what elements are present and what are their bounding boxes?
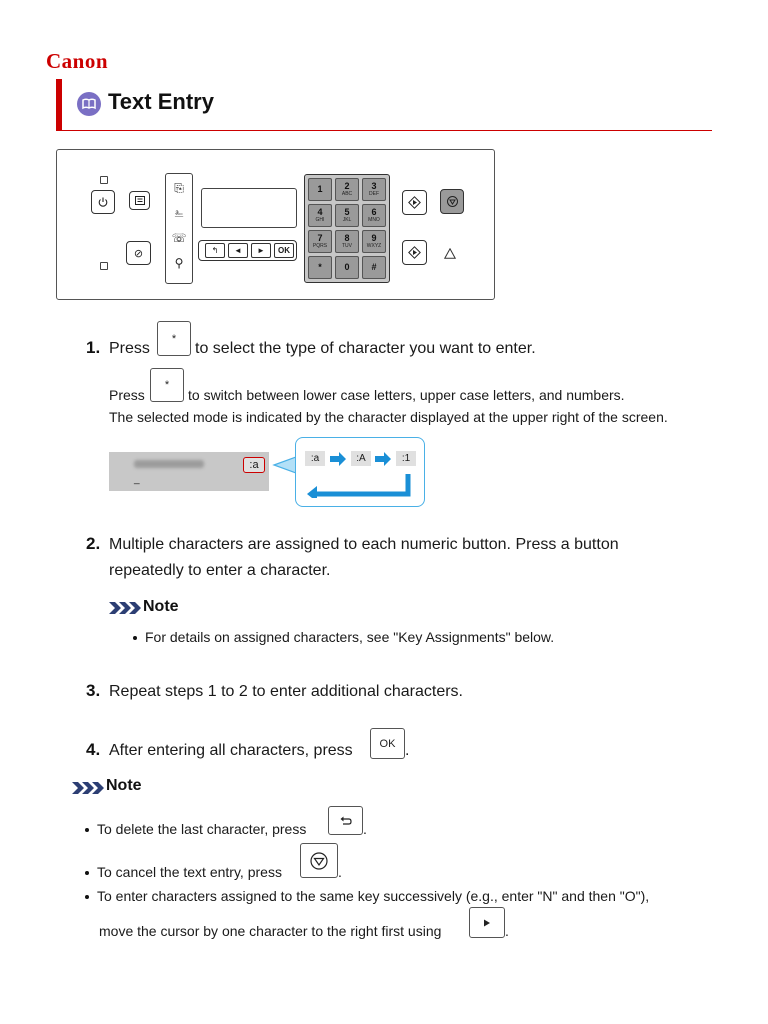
star-key-icon: *	[150, 368, 184, 402]
note-list-item	[85, 888, 649, 904]
step-2-number: 2.	[86, 534, 101, 553]
note-item-continuation: move the cursor by one character to the right first using	[99, 923, 442, 939]
note-heading: Note	[143, 598, 179, 615]
key-2: 2 ABC	[335, 178, 359, 201]
step-1-text-before: Press	[109, 340, 150, 357]
title-accent-bar	[56, 79, 62, 131]
key-5: 5 JKL	[335, 204, 359, 227]
callout-pointer	[272, 455, 296, 480]
key-3: 3 DEF	[362, 178, 386, 201]
key-star: *	[308, 256, 332, 279]
key-4: 4 GHI	[308, 204, 332, 227]
color-start-button	[402, 240, 427, 265]
canon-logo: Canon	[46, 49, 109, 73]
right-arrow-icon: ►	[251, 243, 271, 258]
book-icon	[77, 92, 101, 116]
address-book-icon: ⚲	[174, 256, 184, 270]
step-3-text: Repeat steps 1 to 2 to enter additional characters.	[109, 683, 463, 700]
navigation-bar	[198, 240, 297, 261]
key-hash: #	[362, 256, 386, 279]
mode-uppercase: :A	[351, 451, 371, 466]
return-arrow-icon	[304, 472, 414, 503]
numeric-keypad	[304, 174, 390, 283]
start-button	[402, 190, 427, 215]
mode-numeric: :1	[396, 451, 416, 466]
scan-icon: ⎁	[174, 206, 184, 220]
period: .	[363, 821, 367, 837]
fax-icon: ☏	[171, 231, 187, 245]
copy-icon: ⎘	[174, 181, 184, 195]
star-key-icon: *	[157, 321, 191, 356]
key-7: 7 PQRS	[308, 230, 332, 253]
link-icon: ⊘	[133, 247, 144, 260]
note-item-text: To cancel the text entry, press	[97, 864, 282, 880]
step-4-text: After entering all characters, press	[109, 742, 353, 759]
note-heading: Note	[106, 777, 142, 794]
note-item-text: To enter characters assigned to the same key successively (e.g., enter "N" and then "O"),	[97, 888, 650, 904]
back-icon: ↰	[205, 243, 225, 258]
step-1-detail-after: to switch between lower case letters, upper case letters, and numbers.	[188, 387, 625, 403]
note-list-item	[85, 864, 282, 880]
left-arrow-icon: ◄	[228, 243, 248, 258]
step-3-number: 3.	[86, 681, 101, 700]
key-6: 6 MNO	[362, 204, 386, 227]
key-0: 0	[335, 256, 359, 279]
cursor: _	[134, 474, 140, 485]
warning-triangle-icon	[444, 246, 456, 264]
back-key-icon	[328, 806, 363, 835]
note-list-item	[133, 629, 554, 645]
key-1: 1	[308, 178, 332, 201]
alarm-led	[100, 262, 108, 270]
current-mode-indicator: :a	[243, 457, 265, 473]
ok-key-icon: OK	[370, 728, 405, 759]
ok-key: OK	[274, 243, 294, 258]
key-8: 8 TUV	[335, 230, 359, 253]
mode-lowercase: :a	[305, 451, 325, 466]
mode-cycle-callout	[295, 437, 425, 507]
note-chevrons-icon	[72, 781, 106, 799]
settings-button	[126, 241, 151, 265]
power-button	[91, 190, 115, 214]
arrow-right-icon	[374, 451, 392, 472]
step-2-line2: repeatedly to enter a character.	[109, 562, 331, 579]
lcd-screen	[201, 188, 297, 228]
note-item-text: To delete the last character, press	[97, 821, 307, 837]
step-2-line1: Multiple characters are assigned to each numeric button. Press a button	[109, 536, 619, 553]
arrow-right-icon	[329, 451, 347, 472]
power-led	[100, 176, 108, 184]
step-1-detail-before: Press	[109, 387, 145, 403]
note-list-item	[85, 821, 306, 837]
title-divider	[56, 130, 712, 131]
stop-button	[440, 189, 464, 214]
menu-button	[129, 191, 150, 210]
note-item-text: For details on assigned characters, see "Key Assignments" below.	[145, 629, 555, 645]
step-4-period: .	[405, 742, 410, 759]
key-9: 9 WXYZ	[362, 230, 386, 253]
step-1-text-after: to select the type of character you want to enter.	[195, 340, 536, 357]
stop-key-icon	[300, 843, 338, 878]
note-chevrons-icon	[109, 601, 143, 619]
step-1-detail-line2: The selected mode is indicated by the character displayed at the upper right of the screen.	[109, 409, 668, 425]
page-title: Text Entry	[108, 89, 214, 114]
step-4-number: 4.	[86, 740, 101, 759]
screen-text-blurred	[134, 460, 204, 468]
period: .	[338, 864, 342, 880]
operation-panel-illustration	[56, 149, 495, 300]
step-1-number: 1.	[86, 338, 101, 357]
right-arrow-key-icon	[469, 907, 505, 938]
mode-sidebar	[165, 173, 193, 284]
period: .	[505, 923, 509, 939]
